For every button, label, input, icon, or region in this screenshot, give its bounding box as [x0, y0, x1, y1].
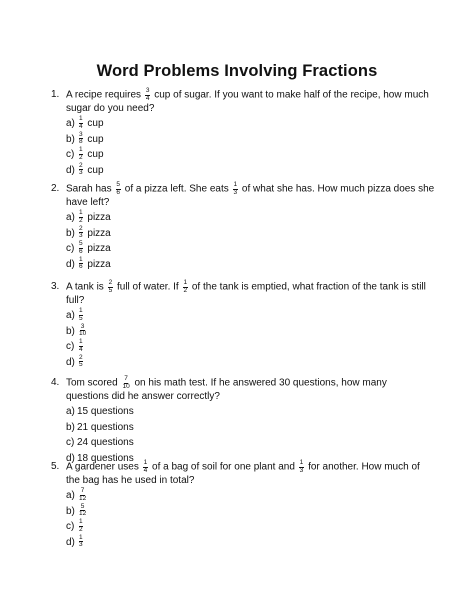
question-text-segment: on his math test. If he answered 30 questions, how many [131, 377, 387, 389]
answer-option[interactable] [66, 519, 436, 535]
question-block [51, 459, 436, 550]
fraction-denominator: 3 [79, 541, 83, 549]
question-text-segment: of a pizza left. She eats [122, 183, 232, 195]
fraction-numerator: 2 [79, 161, 83, 169]
option-text: 24 questions [77, 437, 134, 448]
fraction-numerator: 1 [79, 338, 83, 346]
question-text-segment: cup of sugar. If you want to make half of the recipe, how much [151, 89, 429, 101]
option-letter: b) [66, 325, 75, 337]
answer-options [66, 116, 436, 178]
option-letter: b) [66, 421, 75, 433]
fraction [79, 210, 84, 224]
fraction-denominator: 12 [79, 510, 87, 518]
question-text-segment: Tom scored [66, 377, 121, 389]
fraction [79, 504, 87, 518]
fraction [79, 324, 87, 338]
fraction [79, 519, 84, 533]
fraction [233, 182, 238, 196]
fraction [79, 488, 87, 502]
title-wrap [0, 0, 474, 81]
option-letter: d) [66, 258, 75, 270]
answer-option[interactable] [66, 404, 436, 420]
option-letter: c) [66, 149, 75, 160]
option-text: 15 questions [77, 406, 134, 417]
fraction-denominator: 10 [122, 382, 130, 390]
question-text [51, 181, 436, 196]
question-text-continued: have left? [66, 197, 110, 208]
fraction [79, 308, 84, 322]
fraction-denominator: 4 [143, 466, 148, 474]
option-unit: cup [84, 118, 104, 129]
answer-options [66, 210, 436, 272]
fraction [79, 226, 84, 240]
option-letter: d) [66, 164, 75, 176]
option-letter: a) [66, 406, 75, 417]
fraction-denominator: 6 [116, 188, 120, 196]
answer-option[interactable] [66, 339, 436, 355]
question-text [51, 87, 436, 102]
answer-options [66, 488, 436, 550]
question-block [51, 375, 436, 466]
fraction-denominator: 3 [233, 188, 238, 196]
option-letter: d) [66, 356, 75, 368]
answer-option[interactable] [66, 324, 436, 340]
question-block [51, 181, 436, 272]
page-title: Word Problems Involving Fractions [96, 62, 378, 80]
question-text-segment: of the tank is emptied, what fraction of the tank is still [189, 281, 426, 293]
option-letter: b) [66, 505, 75, 517]
fraction-denominator: 3 [79, 169, 83, 177]
fraction-numerator: 1 [79, 307, 83, 315]
fraction-numerator: 1 [183, 279, 188, 286]
fraction-denominator: 5 [79, 314, 83, 322]
question-text-continued: sugar do you need? [66, 103, 155, 114]
fraction-numerator: 3 [79, 130, 83, 138]
question-number: 2. [51, 183, 60, 194]
fraction [79, 147, 84, 161]
question-text-continued: questions did he answer correctly? [66, 391, 220, 402]
question-number: 4. [51, 377, 60, 388]
fraction [183, 280, 188, 294]
option-text: 18 questions [77, 452, 134, 464]
fraction [79, 355, 84, 369]
answer-option[interactable] [66, 308, 436, 324]
fraction-denominator: 2 [183, 286, 188, 294]
answer-option[interactable] [66, 488, 436, 504]
option-letter: d) [66, 452, 75, 464]
option-unit: cup [84, 164, 104, 176]
option-unit: cup [84, 149, 104, 160]
question-text [51, 279, 436, 294]
fraction [79, 163, 84, 177]
question-text-segment: full of water. If [114, 281, 182, 293]
option-unit: pizza [84, 212, 111, 223]
answer-option[interactable] [66, 420, 436, 436]
fraction-numerator: 2 [108, 279, 113, 286]
fraction-denominator: 5 [108, 286, 113, 294]
fraction-numerator: 1 [233, 181, 238, 188]
fraction [79, 116, 84, 130]
fraction-numerator: 1 [79, 518, 83, 526]
option-letter: c) [66, 437, 75, 448]
fraction-denominator: 8 [79, 138, 83, 146]
fraction-denominator: 2 [79, 216, 83, 224]
answer-option[interactable] [66, 116, 436, 132]
option-letter: d) [66, 536, 75, 548]
question-block [51, 87, 436, 178]
question-number: 5. [51, 461, 60, 472]
fraction-numerator: 3 [145, 87, 150, 94]
option-letter: a) [66, 310, 75, 321]
question-text-segment: of a bag of soil for one plant and [149, 461, 298, 473]
fraction-numerator: 1 [143, 459, 148, 466]
option-letter: a) [66, 490, 75, 501]
question-number: 3. [51, 281, 60, 292]
answer-option[interactable] [66, 147, 436, 163]
fraction-numerator: 1 [79, 115, 83, 123]
question-text-segment: A recipe requires [66, 89, 144, 101]
fraction-denominator: 4 [79, 345, 83, 353]
option-letter: a) [66, 212, 75, 223]
answer-options [66, 404, 436, 466]
question-text-continued: full? [66, 295, 85, 306]
question-text-segment: A gardener uses [66, 461, 142, 473]
option-letter: c) [66, 521, 75, 532]
answer-option[interactable] [66, 226, 436, 242]
fraction-denominator: 3 [79, 232, 83, 240]
fraction-numerator: 3 [80, 322, 85, 330]
fraction-denominator: 6 [79, 263, 83, 271]
fraction [299, 460, 304, 474]
answer-option[interactable] [66, 257, 436, 273]
question-text-segment: A tank is [66, 281, 107, 293]
fraction-denominator: 3 [299, 466, 304, 474]
question-number: 1. [51, 89, 60, 100]
fraction-denominator: 6 [79, 247, 83, 255]
option-letter: c) [66, 341, 75, 352]
fraction-denominator: 2 [79, 153, 83, 161]
option-letter: a) [66, 118, 75, 129]
option-letter: b) [66, 227, 75, 239]
question-text-segment: Sarah has [66, 183, 115, 195]
answer-options [66, 308, 436, 370]
option-unit: pizza [84, 243, 111, 254]
fraction-numerator: 5 [79, 240, 83, 248]
question-text [51, 459, 436, 474]
fraction-denominator: 2 [79, 525, 83, 533]
fraction [143, 460, 148, 474]
fraction [79, 257, 84, 271]
fraction-numerator: 1 [79, 146, 83, 154]
option-unit: pizza [84, 258, 111, 270]
question-text-segment: for another. How much of [305, 461, 420, 473]
fraction [79, 241, 84, 255]
option-letter: c) [66, 243, 75, 254]
answer-option[interactable] [66, 535, 436, 551]
fraction [79, 535, 84, 549]
fraction-numerator: 7 [80, 487, 85, 495]
fraction [122, 376, 130, 390]
fraction [108, 280, 113, 294]
fraction-numerator: 2 [79, 353, 83, 361]
fraction [79, 339, 84, 353]
fraction-denominator: 10 [79, 330, 87, 338]
fraction-numerator: 1 [79, 255, 83, 263]
fraction [79, 132, 84, 146]
fraction-denominator: 4 [79, 122, 83, 130]
option-text: 21 questions [77, 421, 134, 433]
fraction-numerator: 1 [79, 209, 83, 217]
fraction-numerator: 1 [79, 533, 83, 541]
option-unit: cup [84, 133, 104, 145]
fraction-numerator: 2 [79, 224, 83, 232]
answer-option[interactable] [66, 210, 436, 226]
fraction-numerator: 7 [124, 375, 128, 382]
answer-option[interactable] [66, 355, 436, 371]
question-text-segment: of what she has. How much pizza does she [239, 183, 435, 195]
question-block [51, 279, 436, 370]
question-text [51, 375, 436, 390]
fraction-numerator: 5 [116, 181, 120, 188]
fraction [116, 182, 121, 196]
answer-option[interactable] [66, 241, 436, 257]
fraction [145, 88, 150, 102]
fraction-denominator: 5 [79, 361, 83, 369]
option-letter: b) [66, 133, 75, 145]
fraction-numerator: 5 [80, 502, 85, 510]
option-unit: pizza [84, 227, 111, 239]
fraction-denominator: 12 [79, 494, 87, 502]
answer-option[interactable] [66, 132, 436, 148]
answer-option[interactable] [66, 435, 436, 451]
fraction-numerator: 1 [299, 459, 304, 466]
answer-option[interactable] [66, 504, 436, 520]
answer-option[interactable] [66, 163, 436, 179]
question-text-continued: the bag has he used in total? [66, 475, 195, 486]
fraction-denominator: 4 [145, 94, 150, 102]
